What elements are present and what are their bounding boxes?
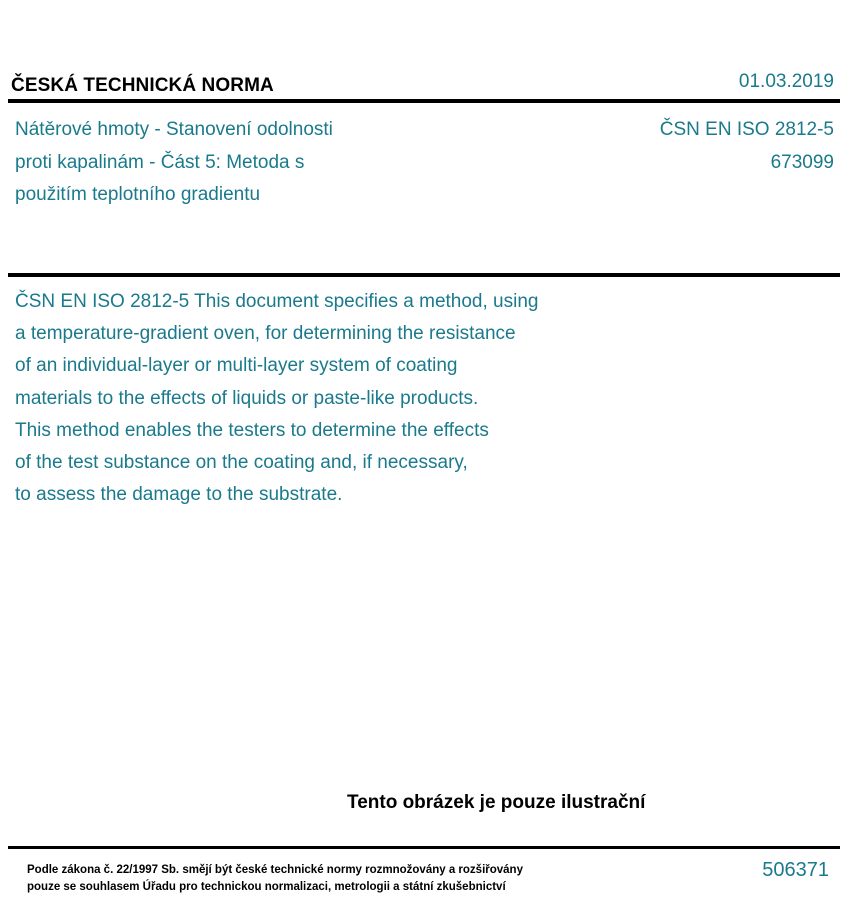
standard-title-line: použitím teplotního gradientu — [15, 184, 261, 205]
illustration-caption: Tento obrázek je pouze ilustrační — [347, 792, 646, 813]
standard-class-number: 673099 — [770, 151, 834, 173]
footer-note-line: pouze se souhlasem Úřadu pro technickou normalizaci, metrologii a státní zkušebnictví — [27, 881, 506, 893]
standard-title-line: Nátěrové hmoty - Stanovení odolnosti — [15, 119, 333, 140]
standard-identifiers — [660, 114, 834, 179]
header-rule — [8, 99, 840, 103]
standard-title — [15, 114, 333, 212]
footer-rule — [8, 846, 840, 849]
footer-number: 506371 — [762, 859, 829, 881]
standard-title-line: proti kapalinám - Část 5: Metoda s — [15, 151, 305, 173]
standard-code: ČSN EN ISO 2812-5 — [659, 119, 834, 140]
footer-note-line: Podle zákona č. 22/1997 Sb. smějí být české technické normy rozmnožovány a rozšiřovány — [27, 864, 523, 876]
section-rule — [8, 273, 840, 277]
footer-legal-note — [27, 862, 523, 896]
summary-text: ČSN EN ISO 2812-5 This document specifies a method, using a temperature-gradient oven, for determining the resistance of an individual-layer or multi-layer system of coating materials to the effects of liquids or paste-like products. This method enables the testers to determine the effects of the test substance on the coating and, if necessary, to assess the damage to the substrate. — [15, 291, 539, 506]
header-title: ČESKÁ TECHNICKÁ NORMA — [11, 75, 274, 96]
header-date: 01.03.2019 — [738, 71, 834, 92]
